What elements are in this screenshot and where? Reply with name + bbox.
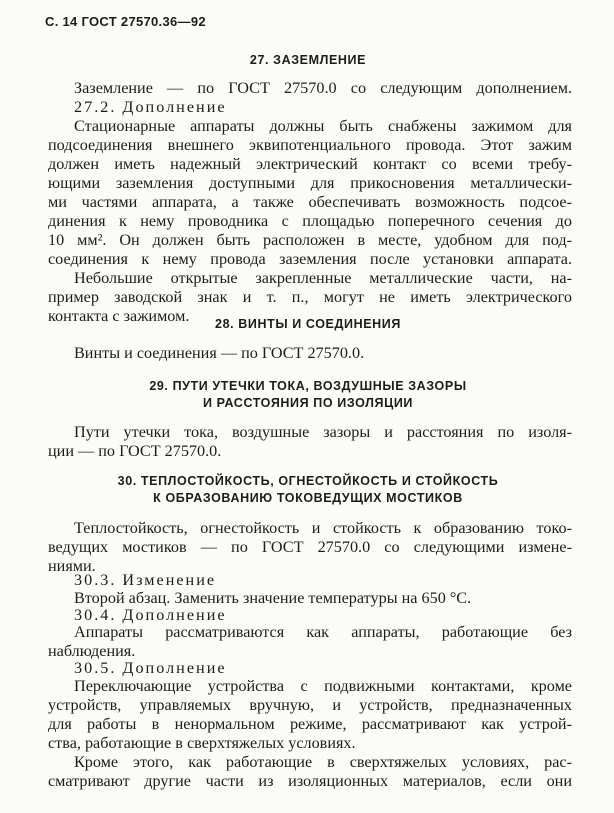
s27-line-11: Небольшие открытые закрепленные металлические части, на- <box>74 269 572 287</box>
s30-line-13: ства, работающие в сверхтяжелых условиях. <box>48 734 356 752</box>
s27-line-3: Стационарные аппараты должны быть снабжены зажимом для <box>74 117 572 135</box>
s30-line-1: Теплостойкость, огнестойкость и стойкость к образованию токо- <box>74 519 572 537</box>
s27-line-6: ющими заземления доступными для прикосновения металлически- <box>48 174 572 192</box>
s30-line-3: ниями. <box>48 557 96 575</box>
s27-line-10: соединения к нему провода заземления после установки аппарата. <box>48 250 572 268</box>
s30-line-11: устройств, управляемых вручную, и устройств, предназначенных <box>48 696 572 714</box>
section-29-heading-2: И РАССТОЯНИЯ ПО ИЗОЛЯЦИИ <box>203 396 413 410</box>
s30-line-10: Переключающие устройства с подвижными контактами, кроме <box>74 677 572 695</box>
s27-line-1: Заземление — по ГОСТ 27570.0 со следующим дополнением. <box>74 79 572 97</box>
s29-line-1: Пути утечки тока, воздушные зазоры и расстояния по изоля- <box>74 423 572 441</box>
s30-line-7: Аппараты рассматриваются как аппараты, работающие без <box>74 623 572 641</box>
s30-line-8: наблюдения. <box>48 642 136 660</box>
section-27-heading: 27. ЗАЗЕМЛЕНИЕ <box>249 53 367 67</box>
s29-line-2: ции — по ГОСТ 27570.0. <box>48 442 222 460</box>
section-28-heading: 28. ВИНТЫ И СОЕДИНЕНИЯ <box>215 317 401 331</box>
s30-line-2: ведущих мостиков — по ГОСТ 27570.0 со следующими измене- <box>48 538 572 556</box>
s27-line-7: ми частями аппарата, а также обеспечивать возможность подсое- <box>48 193 572 211</box>
s30-line-12: для работы в ненормальном режиме, рассматривают как устрой- <box>48 715 572 733</box>
s30-addition-title-1: 30.4. Дополнение <box>74 606 227 624</box>
s28-line-1: Винты и соединения — по ГОСТ 27570.0. <box>74 344 365 362</box>
page-header: С. 14 ГОСТ 27570.36—92 <box>45 14 206 29</box>
s27-line-4: подсоединения внешнего эквипотенциального провода. Этот зажим <box>48 136 572 154</box>
section-29-heading-1: 29. ПУТИ УТЕЧКИ ТОКА, ВОЗДУШНЫЕ ЗАЗОРЫ <box>149 379 467 393</box>
s30-line-15: сматривают другие части из изоляционных материалов, если они <box>48 772 572 790</box>
s27-line-13: контакта с зажимом. <box>48 307 190 325</box>
s27-addition-title: 27.2. Дополнение <box>74 98 227 116</box>
s27-line-12: пример заводской знак и т. п., могут не иметь электрического <box>48 288 572 306</box>
s27-line-9: 10 мм². Он должен быть расположен в месте, удобном для под- <box>48 231 572 249</box>
section-30-heading-1: 30. ТЕПЛОСТОЙКОСТЬ, ОГНЕСТОЙКОСТЬ И СТОЙКОСТЬ <box>117 474 499 488</box>
s30-change-title: 30.3. Изменение <box>74 571 217 589</box>
s30-addition-title-2: 30.5. Дополнение <box>74 659 227 677</box>
s30-line-5: Второй абзац. Заменить значение температуры на 650 °С. <box>74 589 472 607</box>
s30-line-14: Кроме этого, как работающие в сверхтяжелых условиях, рас- <box>74 753 572 771</box>
s27-line-5: должен иметь надежный электрический контакт со всеми требу- <box>48 155 572 173</box>
section-30-heading-2: К ОБРАЗОВАНИЮ ТОКОВЕДУЩИХ МОСТИКОВ <box>153 491 463 505</box>
s27-line-8: динения к нему проводника с площадью поперечного сечения до <box>48 212 572 230</box>
